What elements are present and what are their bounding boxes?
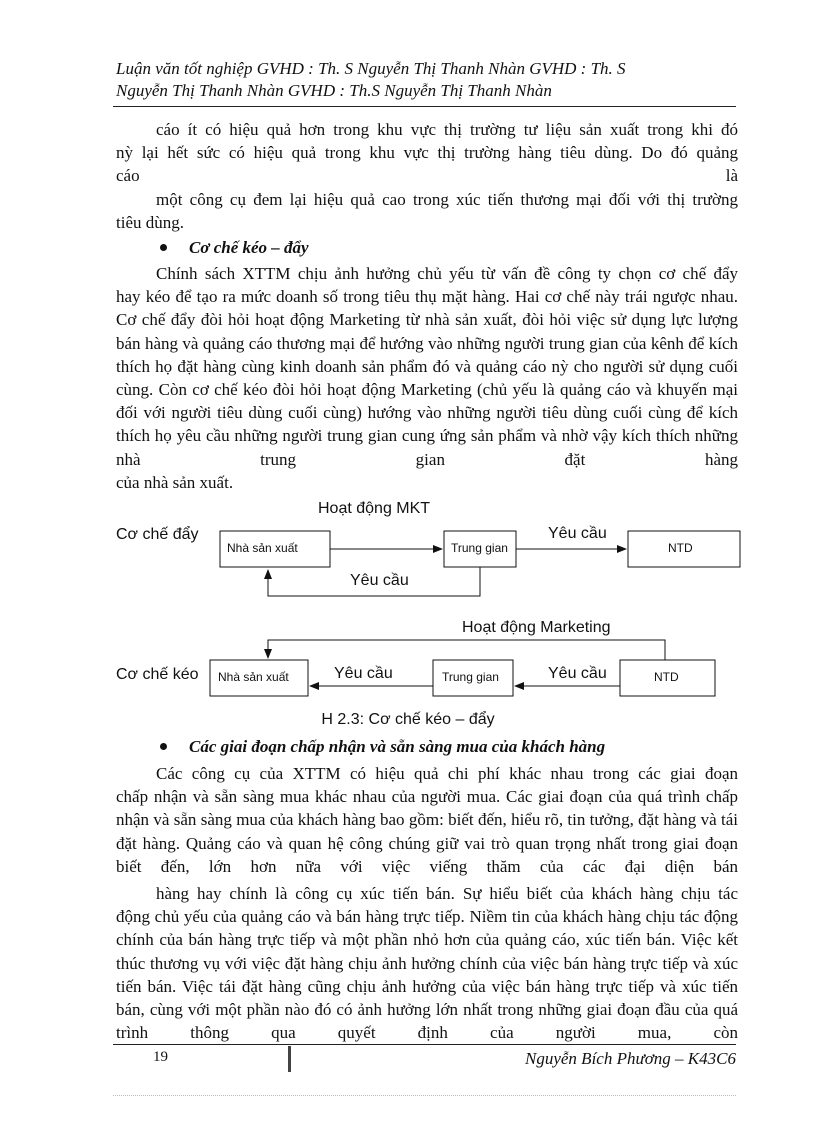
text-block: hay kéo để tạo ra mức doanh số trong tiêu thụ mặt hàng. Hai cơ chế này trái ngược nhau. Cơ chế đẩy đòi hỏi hoạt động Marketing từ nhà sản xuất, đòi hỏi việc sử dụng lực lượng bán hàng và quảng cáo thương mại để hướng vào những người trung gian của kênh để kích thích họ đặt hàng cùng kinh doanh sản phẩm đó và quảng cáo nỳ cho người sử dụng cuối cùng. Còn cơ chế kéo đòi hỏi hoạt động Marketing (chủ yếu là quảng cáo và khuyến mại đối với người tiêu dùng cuối cùng) hướng vào những người tiêu dùng cuối cùng để kích thích họ yêu cầu những người trung gian cung ứng sản phẩm và nhờ vậy kích thích những nhà trung gian đặt hàng (116, 287, 738, 469)
bullet-heading: Các giai đoạn chấp nhận và sẵn sàng mua của khách hàng (189, 737, 606, 756)
text-block: động chủ yếu của quảng cáo và bán hàng trực tiếp. Niềm tin của khách hàng chịu tác động chính của bán hàng trực tiếp và một phần nhỏ hơn của quảng cáo, xúc tiến bán. Việc kết thúc thương vụ với việc đặt hàng chịu ảnh hưởng chính của việc bán hàng trực tiếp và xúc tiến bán. Việc tái đặt hàng cũng chịu ảnh hưởng của việc bán hàng trực tiếp và xúc tiến bán, cùng với một phần nào đó có ảnh hưởng lớn nhất trong những giai đoạn đầu của quá trình thông qua quyết định của người mua, còn (116, 907, 738, 1043)
push-box-consumer-label: NTD (668, 541, 693, 555)
push-title: Hoạt động MKT (318, 500, 431, 517)
section-bullet (160, 737, 605, 757)
text-line: hàng hay chính là công cụ xúc tiến bán. Sự hiểu biết của khách hàng chịu tác (156, 884, 738, 903)
text-line: Các công cụ của XTTM có hiệu quả chi phí khác nhau trong các giai đoạn (156, 764, 738, 783)
bullet-heading: Cơ chế kéo – đẩy (189, 238, 309, 257)
paragraph-4 (116, 882, 738, 1044)
header-line-1: Luận văn tốt nghiệp GVHD : Th. S Nguyễn Thị Thanh Nhàn GVHD : Th. S (116, 59, 626, 78)
pull-arrow-label-2: Yêu cầu (334, 665, 393, 682)
bullet-icon (160, 244, 167, 251)
push-label: Cơ chế đẩy (116, 526, 199, 543)
text-block: chấp nhận và sẵn sàng mua khác nhau của người mua. Các giai đoạn của quá trình chấp nhận và sẵn sàng mua của khách hàng bao gồm: biết đến, hiểu rõ, tin tưởng, đặt hàng và tái đặt hàng. Quảng cáo và quan hệ công chúng giữ vai trò quan trọng nhất trong giai đoạn biết đến, lớn hơn nữa với việc viếng thăm của các đại diện bán (116, 787, 738, 876)
paragraph-2 (116, 262, 738, 494)
push-box-intermediary-label: Trung gian (451, 541, 508, 555)
page-number: 19 (153, 1049, 168, 1065)
push-return-label: Yêu cầu (350, 572, 409, 589)
text-line: của nhà sản xuất. (116, 472, 234, 492)
text-fragment: cáo (116, 166, 140, 186)
pull-title: Hoạt động Marketing (462, 619, 611, 636)
page-header (116, 58, 736, 102)
footer-author: Nguyễn Bích Phương – K43C6 (525, 1049, 736, 1068)
footer-divider (288, 1046, 291, 1072)
text-line: cáo ít có hiệu quả hơn trong khu vực thị trường tư liệu sản xuất trong khi đó (156, 120, 738, 139)
text-line: nỳ lại hết sức có hiệu quả trong khu vực thị trường hàng tiêu dùng. Do đó quảng (116, 143, 738, 163)
text-line: tiêu dùng. (116, 212, 184, 232)
pull-box-intermediary-label: Trung gian (442, 670, 499, 684)
pull-box-consumer-label: NTD (654, 670, 679, 684)
push-box-producer-label: Nhà sản xuất (227, 541, 298, 555)
header-line-2: Nguyễn Thị Thanh Nhàn GVHD : Th.S Nguyễn Thị Thanh Nhàn (116, 81, 552, 100)
pull-arrow-label-1: Yêu cầu (548, 665, 607, 682)
paragraph-3 (116, 762, 738, 878)
pull-label: Cơ chế kéo (116, 666, 199, 683)
header-rule (113, 106, 736, 107)
pull-top-arrow (268, 640, 665, 660)
text-line: Chính sách XTTM chịu ảnh hưởng chủ yếu từ vấn đề công ty chọn cơ chế đẩy (156, 264, 738, 283)
section-bullet (160, 238, 309, 258)
text-line: một công cụ đem lại hiệu quả cao trong xúc tiến thương mại đối với thị trường (156, 189, 738, 209)
text-fragment: là (725, 166, 738, 186)
figure-caption: H 2.3: Cơ chế kéo – đẩy (321, 711, 495, 728)
push-arrow-label: Yêu cầu (548, 525, 607, 542)
bullet-icon (160, 743, 167, 750)
paragraph-1 (116, 118, 738, 234)
pull-box-producer-label: Nhà sản xuất (218, 670, 289, 684)
text-line (116, 164, 738, 187)
footer-rule (113, 1044, 736, 1045)
page-bottom-dotted-line (113, 1095, 736, 1096)
